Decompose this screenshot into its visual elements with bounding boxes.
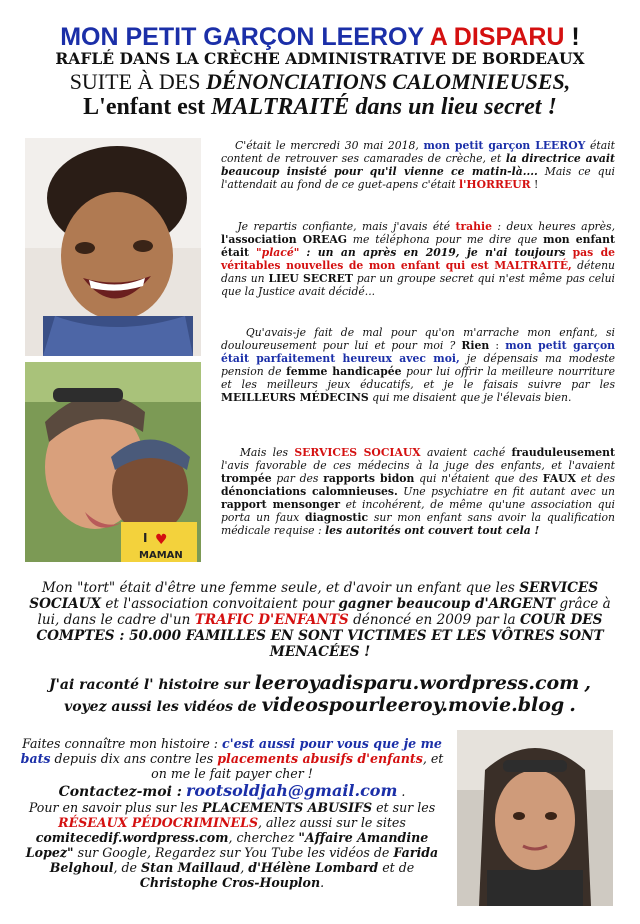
p2-t3: : deux heures après, <box>497 220 615 233</box>
foot-t9: Pour en savoir plus sur les <box>28 800 199 815</box>
comitecedif-link[interactable]: comitecedif.wordpress.com <box>35 830 229 845</box>
headline-line3 <box>0 70 640 94</box>
p3-t2: Rien <box>461 339 490 352</box>
p3-t1: Qu'avais-je fait de mal pour qu'on m'arrache mon enfant, si douloureusement pour lui et pour moi ? <box>221 326 615 352</box>
p4-t11: et des <box>580 472 616 485</box>
foot-t24: Christophe Cros-Houplon <box>139 875 321 890</box>
headline-line4-c: dans un lieu secret ! <box>355 94 557 120</box>
email-link[interactable]: rootsoldjah@gmail.com <box>185 781 398 800</box>
foot-t13: , allez aussi sur le sites <box>258 815 406 830</box>
links-t4: voyez aussi les vidéos de <box>64 699 257 715</box>
links-t6: . <box>569 694 576 716</box>
p4-t8: rapports bidon <box>323 472 415 485</box>
blog-link[interactable]: leeroyadisparu.wordpress.com <box>254 672 580 694</box>
mid-t3: et l'association convoitaient pour <box>105 596 335 612</box>
foot-t19: , de <box>113 860 138 875</box>
foot-t3: depuis dix ans contre les <box>54 751 214 766</box>
p1-t6: l'HORREUR <box>459 178 531 191</box>
p3-t7: pour lui offrir la meilleure nourriture et les meilleurs jeux éducatifs, et je le faisais suivre par les <box>221 365 616 391</box>
p4-t9: qui n'étaient que des <box>419 472 538 485</box>
mid-t4: gagner beaucoup d'ARGENT <box>338 596 555 612</box>
headline-line4 <box>0 94 640 120</box>
links-line1 <box>0 672 640 694</box>
story-paragraph-3 <box>221 326 615 404</box>
p3-t4: mon petit garçon était parfaitement heureux avec moi, <box>221 339 615 365</box>
p1-t1: C'était le mercredi 30 mai 2018, <box>234 139 419 152</box>
foot-t4: placements abusifs d'enfants <box>217 751 423 766</box>
foot-t10: PLACEMENTS ABUSIFS <box>202 800 373 815</box>
footer-block-2 <box>12 783 452 800</box>
p4-t17: sur mon enfant sans avoir la qualification médicale requise : <box>221 511 615 537</box>
p1-t7: ! <box>534 178 539 191</box>
story-paragraph-4 <box>221 446 615 537</box>
p3-t6: femme handicapée <box>286 365 402 378</box>
mother-photo-image <box>457 730 613 906</box>
mid-t6: TRAFIC D'ENFANTS <box>194 612 349 628</box>
foot-t2: c'est aussi pour vous que je me bats <box>20 736 442 766</box>
p3-t9: qui me disaient que je l'élevais bien. <box>372 391 572 404</box>
shirt-heart-icon: ♥ <box>155 532 168 548</box>
headline-line1 <box>0 22 640 52</box>
links-t1: J'ai raconté l' histoire sur <box>48 677 250 693</box>
p4-t10: FAUX <box>542 472 576 485</box>
middle-paragraph <box>18 580 622 660</box>
p1-t2: mon petit garçon LEEROY <box>423 139 586 152</box>
p2-t11: LIEU SECRET <box>268 272 353 285</box>
p3-t8: MEILLEURS MÉDECINS <box>221 391 369 404</box>
mother-child-photo-image <box>25 362 201 562</box>
links-block <box>0 672 640 716</box>
foot-t1: Faites connaître mon histoire : <box>22 736 219 751</box>
p4-t12: dénonciations calomnieuses. <box>221 485 398 498</box>
p2-t6: mon enfant était <box>221 233 615 259</box>
headline-line4-b: MALTRAITÉ <box>211 94 350 120</box>
headline-line4-a: L'enfant est <box>83 94 206 120</box>
footer-block-3 <box>12 800 452 890</box>
p4-t4: frauduleusement <box>511 446 615 459</box>
foot-t21: , <box>240 860 245 875</box>
shirt-i-text: I <box>143 531 148 545</box>
mid-t7: dénoncé en 2009 par la <box>353 612 516 628</box>
headline-exclaim: ! <box>571 23 580 51</box>
mid-t5: grâce à lui, dans le cadre d'un <box>37 596 611 628</box>
foot-t6: Contactez-moi : <box>58 784 182 800</box>
p2-t10: détenu dans un <box>221 259 616 285</box>
p1-t3: était content de retrouver ses camarades de crèche, et <box>221 139 615 165</box>
foot-t12: RÉSEAUX PÉDOCRIMINELS <box>58 815 259 830</box>
foot-t18: Farida Belghoul <box>49 845 439 875</box>
mid-t2: SERVICES SOCIAUX <box>29 580 599 612</box>
p4-t3: avaient caché <box>426 446 506 459</box>
p4-t5: l'avis favorable de ces médecins à la juge des enfants, et l'avaient <box>221 459 615 472</box>
p2-t9: pas de véritables nouvelles de mon enfant qui est MALTRAITÉ, <box>221 246 616 272</box>
headline-disparu: A DISPARU <box>429 23 565 51</box>
p2-t4: l'association OREAG <box>221 233 347 246</box>
p2-t1: Je repartis confiante, mais j'avais été <box>237 220 451 233</box>
p4-t1: Mais les <box>239 446 289 459</box>
p2-t2: trahie <box>455 220 492 233</box>
mother-photo <box>457 730 613 906</box>
links-line2 <box>0 694 640 716</box>
foot-t5: , et on me le fait payer cher ! <box>151 751 444 781</box>
mid-t8: COUR DES COMPTES : 50.000 FAMILLES EN SONT VICTIMES ET LES VÔTRES SONT MENACÉES ! <box>36 612 604 660</box>
p4-t18: les autorités ont couvert tout cela ! <box>325 524 540 537</box>
p3-t3: : <box>495 339 500 352</box>
foot-t17: sur Google, Regardez sur You Tube les vidéos de <box>77 845 390 860</box>
headline-line3-b: DÉNONCIATIONS CALOMNIEUSES, <box>205 69 571 94</box>
p2-t8: : un an après en 2019, je n'ai toujours <box>306 246 566 259</box>
headline-line2: RAFLÉ DANS LA CRÈCHE ADMINISTRATIVE DE BORDEAUX <box>55 49 585 68</box>
headline-line3-a: SUITE À DES <box>69 69 201 94</box>
p1-t4: la directrice avait beaucoup insisté pour qu'il vienne ce matin-là.... <box>221 152 615 178</box>
footer-block-1 <box>12 736 452 781</box>
p4-t2: SERVICES SOCIAUX <box>294 446 421 459</box>
p2-t5: me téléphona pour me dire que <box>352 233 538 246</box>
p2-t7: "placé" <box>256 246 300 259</box>
p2-t12: par un groupe secret qui n'est même pas celui que la Justice avait décidé... <box>221 272 615 298</box>
child-photo-image <box>25 138 201 356</box>
shirt-maman-text: MAMAN <box>139 550 183 561</box>
p3-t5: je dépensais ma modeste pension de <box>221 352 615 378</box>
videos-link[interactable]: videospourleeroy.movie.blog <box>261 694 565 716</box>
foot-t20: Stan Maillaud <box>141 860 241 875</box>
p4-t16: diagnostic <box>305 511 369 524</box>
foot-t23: et de <box>382 860 415 875</box>
story-paragraph-2 <box>221 220 615 298</box>
mother-child-photo <box>25 362 201 562</box>
p4-t7: par des <box>276 472 319 485</box>
p4-t13: Une psychiatre en fit autant avec un <box>403 485 615 498</box>
foot-t8: . <box>401 784 406 799</box>
story-paragraph-1 <box>221 139 615 191</box>
headline-part: MON PETIT GARÇON <box>60 23 315 51</box>
foot-t16: "Affaire Amandine Lopez" <box>25 830 429 860</box>
foot-t11: et sur les <box>376 800 436 815</box>
links-t3: , <box>584 672 592 694</box>
foot-t22: d'Hélène Lombard <box>248 860 379 875</box>
p4-t6: trompée <box>221 472 272 485</box>
p1-t5: Mais ce qui l'attendait au fond de ce guet-apens c'était <box>221 165 615 191</box>
footer-paragraph <box>12 736 452 890</box>
p4-t15: et incohérent, de même qu'une association qui porta un faux <box>221 498 615 524</box>
foot-t25: . <box>320 875 325 890</box>
headline-name: LEEROY <box>321 23 424 51</box>
child-photo <box>25 138 201 356</box>
p4-t14: rapport mensonger <box>221 498 341 511</box>
foot-t15: , cherchez <box>228 830 295 845</box>
mid-t1: Mon "tort" était d'être une femme seule, et d'avoir un enfant que les <box>41 580 515 596</box>
